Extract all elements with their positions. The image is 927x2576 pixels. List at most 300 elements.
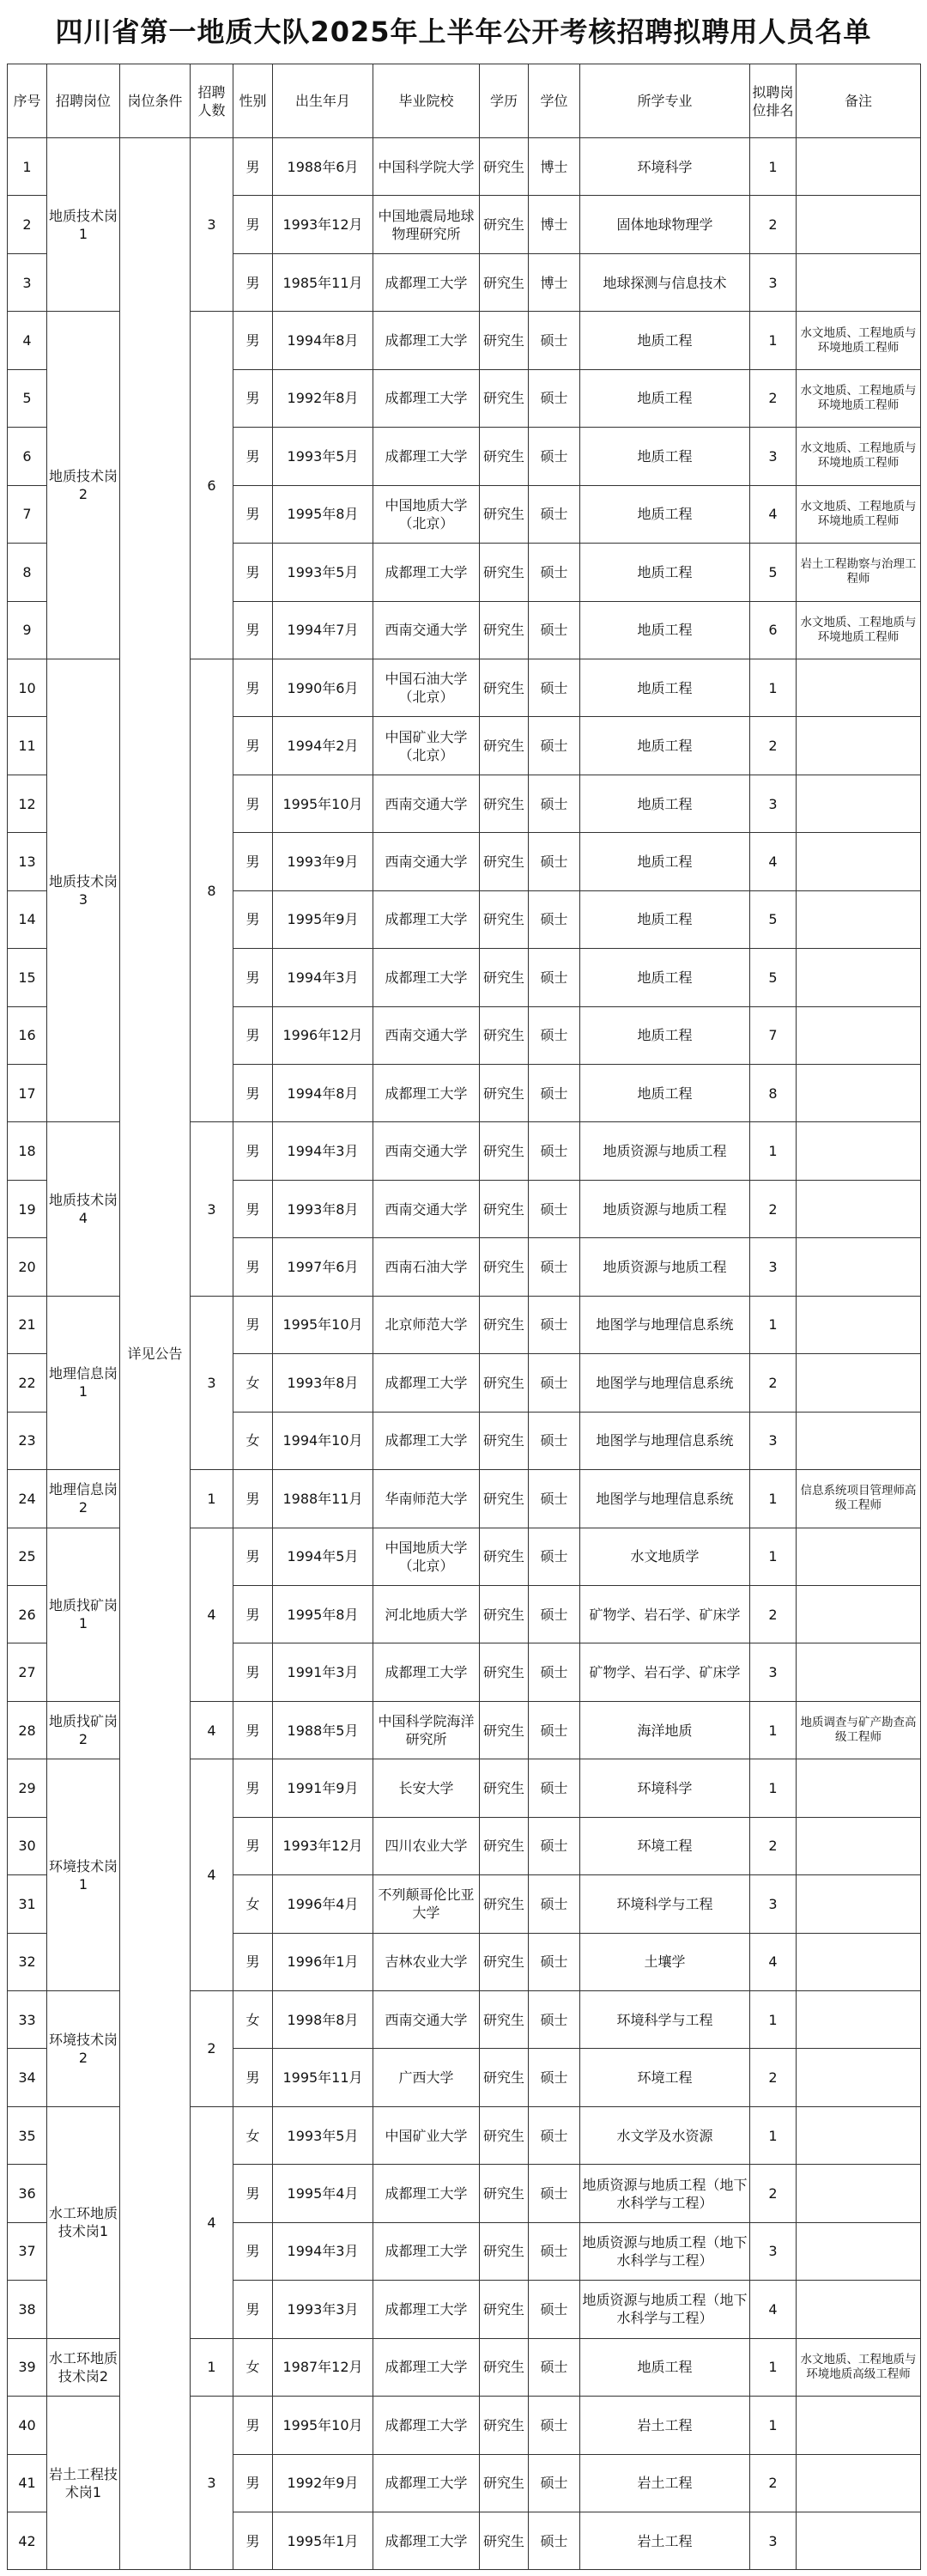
count-cell: 4 [191, 1528, 233, 1701]
rank-cell: 1 [750, 659, 797, 716]
degree-cell: 研究生 [480, 544, 529, 601]
row-seq: 11 [8, 717, 47, 775]
rank-cell: 1 [750, 1528, 797, 1585]
gender-cell: 男 [233, 1006, 273, 1064]
major-cell: 地质资源与地质工程（地下水科学与工程） [580, 2281, 750, 2338]
major-cell: 地质工程 [580, 833, 750, 890]
gender-cell: 男 [233, 1065, 273, 1122]
count-cell: 3 [191, 1296, 233, 1469]
degree-cell: 研究生 [480, 890, 529, 948]
school-cell: 中国科学院大学 [373, 138, 480, 196]
rank-cell: 2 [750, 2454, 797, 2512]
position-cell: 环境技术岗1 [47, 1759, 120, 1991]
note-cell: 水文地质、工程地质与环境地质工程师 [797, 428, 921, 485]
position-cell: 地质找矿岗2 [47, 1701, 120, 1759]
school-cell: 成都理工大学 [373, 312, 480, 369]
gender-cell: 男 [233, 2222, 273, 2280]
hiring-table [7, 64, 921, 2570]
note-cell [797, 1180, 921, 1237]
page-title: 四川省第一地质大队2025年上半年公开考核招聘拟聘用人员名单 [55, 15, 872, 48]
note-cell [797, 2397, 921, 2454]
rank-cell: 1 [750, 1122, 797, 1180]
rank-cell: 2 [750, 1180, 797, 1237]
gender-cell: 男 [233, 1701, 273, 1759]
row-seq: 2 [8, 196, 47, 253]
birth-cell: 1993年9月 [273, 833, 373, 890]
major-cell: 水文地质学 [580, 1528, 750, 1585]
major-cell: 地质工程 [580, 717, 750, 775]
position-cell: 水工环地质技术岗1 [47, 2106, 120, 2338]
rank-cell: 1 [750, 2106, 797, 2164]
major-cell: 固体地球物理学 [580, 196, 750, 253]
major-cell: 地图学与地理信息系统 [580, 1296, 750, 1353]
gender-cell: 男 [233, 369, 273, 427]
gender-cell: 女 [233, 1412, 273, 1469]
gender-cell: 男 [233, 2165, 273, 2222]
rank-cell: 1 [750, 2338, 797, 2396]
title-degree-cell: 硕士 [529, 428, 580, 485]
gender-cell: 男 [233, 1817, 273, 1874]
school-cell: 长安大学 [373, 1759, 480, 1817]
row-seq: 42 [8, 2512, 47, 2569]
major-cell: 水文学及水资源 [580, 2106, 750, 2164]
title-degree-cell: 硕士 [529, 659, 580, 716]
gender-cell: 男 [233, 833, 273, 890]
rank-cell: 1 [750, 1701, 797, 1759]
title-degree-cell: 硕士 [529, 1817, 580, 1874]
birth-cell: 1990年6月 [273, 659, 373, 716]
major-cell: 地质工程 [580, 949, 750, 1006]
row-seq: 38 [8, 2281, 47, 2338]
major-cell: 地质工程 [580, 312, 750, 369]
note-cell: 水文地质、工程地质与环境地质工程师 [797, 601, 921, 659]
count-cell: 4 [191, 2106, 233, 2338]
rank-cell: 2 [750, 2165, 797, 2222]
position-cell: 地理信息岗1 [47, 1296, 120, 1469]
header-title-degree: 学位 [529, 64, 580, 138]
title-degree-cell: 硕士 [529, 717, 580, 775]
degree-cell: 研究生 [480, 659, 529, 716]
school-cell: 成都理工大学 [373, 1643, 480, 1701]
table-row [8, 138, 921, 196]
degree-cell: 研究生 [480, 1470, 529, 1528]
position-cell: 地理信息岗2 [47, 1470, 120, 1528]
major-cell: 地质资源与地质工程（地下水科学与工程） [580, 2165, 750, 2222]
position-cell: 地质技术岗3 [47, 659, 120, 1122]
rank-cell: 2 [750, 1817, 797, 1874]
degree-cell: 研究生 [480, 1354, 529, 1412]
degree-cell: 研究生 [480, 2454, 529, 2512]
major-cell: 地质工程 [580, 775, 750, 832]
birth-cell: 1995年8月 [273, 1585, 373, 1643]
count-cell: 3 [191, 2397, 233, 2570]
title-degree-cell: 硕士 [529, 1933, 580, 1990]
row-seq: 8 [8, 544, 47, 601]
rank-cell: 2 [750, 1354, 797, 1412]
rank-cell: 1 [750, 1470, 797, 1528]
birth-cell: 1993年3月 [273, 2281, 373, 2338]
row-seq: 27 [8, 1643, 47, 1701]
degree-cell: 研究生 [480, 833, 529, 890]
birth-cell: 1985年11月 [273, 253, 373, 311]
row-seq: 34 [8, 2049, 47, 2106]
row-seq: 30 [8, 1817, 47, 1874]
title-degree-cell: 硕士 [529, 1643, 580, 1701]
note-cell [797, 1585, 921, 1643]
rank-cell: 1 [750, 1759, 797, 1817]
row-seq: 17 [8, 1065, 47, 1122]
school-cell: 北京师范大学 [373, 1296, 480, 1353]
major-cell: 地图学与地理信息系统 [580, 1470, 750, 1528]
count-cell: 1 [191, 2338, 233, 2396]
major-cell: 岩土工程 [580, 2512, 750, 2569]
school-cell: 成都理工大学 [373, 1065, 480, 1122]
major-cell: 环境工程 [580, 1817, 750, 1874]
birth-cell: 1995年10月 [273, 1296, 373, 1353]
row-seq: 4 [8, 312, 47, 369]
rank-cell: 1 [750, 1296, 797, 1353]
degree-cell: 研究生 [480, 1759, 529, 1817]
school-cell: 吉林农业大学 [373, 1933, 480, 1990]
row-seq: 3 [8, 253, 47, 311]
gender-cell: 男 [233, 428, 273, 485]
header-condition: 岗位条件 [120, 64, 191, 138]
note-cell [797, 1991, 921, 2049]
birth-cell: 1995年9月 [273, 890, 373, 948]
rank-cell: 4 [750, 833, 797, 890]
rank-cell: 2 [750, 1585, 797, 1643]
rank-cell: 2 [750, 717, 797, 775]
degree-cell: 研究生 [480, 1006, 529, 1064]
major-cell: 环境工程 [580, 2049, 750, 2106]
school-cell: 成都理工大学 [373, 2222, 480, 2280]
position-cell: 地质技术岗4 [47, 1122, 120, 1296]
note-cell: 信息系统项目管理师高级工程师 [797, 1470, 921, 1528]
row-seq: 28 [8, 1701, 47, 1759]
major-cell: 地图学与地理信息系统 [580, 1412, 750, 1469]
title-degree-cell: 硕士 [529, 2281, 580, 2338]
row-seq: 6 [8, 428, 47, 485]
birth-cell: 1994年7月 [273, 601, 373, 659]
major-cell: 地质工程 [580, 2338, 750, 2396]
degree-cell: 研究生 [480, 2338, 529, 2396]
school-cell: 成都理工大学 [373, 428, 480, 485]
school-cell: 西南交通大学 [373, 775, 480, 832]
row-seq: 24 [8, 1470, 47, 1528]
rank-cell: 4 [750, 2281, 797, 2338]
degree-cell: 研究生 [480, 428, 529, 485]
school-cell: 成都理工大学 [373, 2281, 480, 2338]
gender-cell: 男 [233, 1122, 273, 1180]
school-cell: 四川农业大学 [373, 1817, 480, 1874]
school-cell: 成都理工大学 [373, 544, 480, 601]
birth-cell: 1993年5月 [273, 428, 373, 485]
rank-cell: 3 [750, 2222, 797, 2280]
major-cell: 地质工程 [580, 601, 750, 659]
major-cell: 环境科学与工程 [580, 1991, 750, 2049]
title-degree-cell: 硕士 [529, 2338, 580, 2396]
row-seq: 10 [8, 659, 47, 716]
birth-cell: 1994年5月 [273, 1528, 373, 1585]
header-seq: 序号 [8, 64, 47, 138]
gender-cell: 男 [233, 1470, 273, 1528]
gender-cell: 男 [233, 138, 273, 196]
note-cell: 地质调查与矿产勘查高级工程师 [797, 1701, 921, 1759]
degree-cell: 研究生 [480, 1991, 529, 2049]
degree-cell: 研究生 [480, 1296, 529, 1353]
row-seq: 25 [8, 1528, 47, 1585]
rank-cell: 3 [750, 1875, 797, 1933]
degree-cell: 研究生 [480, 485, 529, 543]
header-row [8, 64, 921, 138]
note-cell: 水文地质、工程地质与环境地质工程师 [797, 312, 921, 369]
major-cell: 土壤学 [580, 1933, 750, 1990]
degree-cell: 研究生 [480, 1065, 529, 1122]
row-seq: 22 [8, 1354, 47, 1412]
note-cell [797, 2222, 921, 2280]
gender-cell: 男 [233, 544, 273, 601]
note-cell [797, 253, 921, 311]
birth-cell: 1988年6月 [273, 138, 373, 196]
major-cell: 岩土工程 [580, 2397, 750, 2454]
title-degree-cell: 硕士 [529, 1875, 580, 1933]
gender-cell: 男 [233, 1296, 273, 1353]
title-degree-cell: 硕士 [529, 2049, 580, 2106]
row-seq: 41 [8, 2454, 47, 2512]
major-cell: 矿物学、岩石学、矿床学 [580, 1585, 750, 1643]
note-cell [797, 2106, 921, 2164]
school-cell: 中国石油大学（北京） [373, 659, 480, 716]
row-seq: 23 [8, 1412, 47, 1469]
title-degree-cell: 硕士 [529, 1065, 580, 1122]
gender-cell: 女 [233, 2106, 273, 2164]
note-cell: 水文地质、工程地质与环境地质高级工程师 [797, 2338, 921, 2396]
degree-cell: 研究生 [480, 138, 529, 196]
degree-cell: 研究生 [480, 1180, 529, 1237]
birth-cell: 1995年4月 [273, 2165, 373, 2222]
title-degree-cell: 硕士 [529, 1701, 580, 1759]
header-birth: 出生年月 [273, 64, 373, 138]
rank-cell: 5 [750, 890, 797, 948]
title-degree-cell: 硕士 [529, 544, 580, 601]
row-seq: 14 [8, 890, 47, 948]
row-seq: 19 [8, 1180, 47, 1237]
note-cell: 水文地质、工程地质与环境地质工程师 [797, 485, 921, 543]
major-cell: 海洋地质 [580, 1701, 750, 1759]
note-cell [797, 1643, 921, 1701]
degree-cell: 研究生 [480, 2049, 529, 2106]
birth-cell: 1991年9月 [273, 1759, 373, 1817]
major-cell: 环境科学 [580, 138, 750, 196]
note-cell [797, 196, 921, 253]
title-degree-cell: 博士 [529, 253, 580, 311]
school-cell: 中国矿业大学 [373, 2106, 480, 2164]
school-cell: 中国地质大学（北京） [373, 1528, 480, 1585]
degree-cell: 研究生 [480, 253, 529, 311]
position-cell: 地质技术岗2 [47, 312, 120, 659]
major-cell: 地质工程 [580, 428, 750, 485]
row-seq: 40 [8, 2397, 47, 2454]
position-cell: 地质技术岗1 [47, 138, 120, 312]
gender-cell: 男 [233, 253, 273, 311]
degree-cell: 研究生 [480, 1412, 529, 1469]
count-cell: 1 [191, 1470, 233, 1528]
birth-cell: 1992年8月 [273, 369, 373, 427]
rank-cell: 7 [750, 1006, 797, 1064]
birth-cell: 1994年10月 [273, 1412, 373, 1469]
rank-cell: 3 [750, 253, 797, 311]
birth-cell: 1993年12月 [273, 196, 373, 253]
degree-cell: 研究生 [480, 312, 529, 369]
note-cell [797, 138, 921, 196]
rank-cell: 4 [750, 485, 797, 543]
birth-cell: 1991年3月 [273, 1643, 373, 1701]
birth-cell: 1994年8月 [273, 1065, 373, 1122]
gender-cell: 男 [233, 2512, 273, 2569]
birth-cell: 1993年8月 [273, 1354, 373, 1412]
table-body [8, 138, 921, 2570]
gender-cell: 女 [233, 1354, 273, 1412]
rank-cell: 3 [750, 2512, 797, 2569]
title-degree-cell: 硕士 [529, 2454, 580, 2512]
birth-cell: 1997年6月 [273, 1238, 373, 1296]
major-cell: 地质资源与地质工程 [580, 1180, 750, 1237]
school-cell: 中国科学院海洋研究所 [373, 1701, 480, 1759]
gender-cell: 男 [233, 1759, 273, 1817]
degree-cell: 研究生 [480, 1528, 529, 1585]
degree-cell: 研究生 [480, 1122, 529, 1180]
count-cell: 2 [191, 1991, 233, 2107]
note-cell [797, 2281, 921, 2338]
count-cell: 4 [191, 1759, 233, 1991]
note-cell [797, 1354, 921, 1412]
major-cell: 地质工程 [580, 1065, 750, 1122]
major-cell: 地质工程 [580, 890, 750, 948]
degree-cell: 研究生 [480, 2165, 529, 2222]
degree-cell: 研究生 [480, 601, 529, 659]
note-cell [797, 2454, 921, 2512]
row-seq: 31 [8, 1875, 47, 1933]
degree-cell: 研究生 [480, 2397, 529, 2454]
birth-cell: 1993年5月 [273, 2106, 373, 2164]
rank-cell: 1 [750, 312, 797, 369]
header-gender: 性别 [233, 64, 273, 138]
birth-cell: 1988年5月 [273, 1701, 373, 1759]
school-cell: 西南交通大学 [373, 833, 480, 890]
gender-cell: 男 [233, 2049, 273, 2106]
birth-cell: 1996年4月 [273, 1875, 373, 1933]
rank-cell: 1 [750, 1991, 797, 2049]
gender-cell: 男 [233, 949, 273, 1006]
major-cell: 地质工程 [580, 1006, 750, 1064]
row-seq: 21 [8, 1296, 47, 1353]
note-cell [797, 1238, 921, 1296]
title-degree-cell: 硕士 [529, 1238, 580, 1296]
degree-cell: 研究生 [480, 1643, 529, 1701]
rank-cell: 5 [750, 949, 797, 1006]
count-cell: 3 [191, 138, 233, 312]
note-cell [797, 1006, 921, 1064]
school-cell: 成都理工大学 [373, 2165, 480, 2222]
header-rank: 拟聘岗位排名 [750, 64, 797, 138]
header-degree: 学历 [480, 64, 529, 138]
gender-cell: 男 [233, 2281, 273, 2338]
title-degree-cell: 硕士 [529, 2512, 580, 2569]
school-cell: 成都理工大学 [373, 1354, 480, 1412]
position-cell: 水工环地质技术岗2 [47, 2338, 120, 2396]
title-degree-cell: 硕士 [529, 1354, 580, 1412]
degree-cell: 研究生 [480, 196, 529, 253]
major-cell: 矿物学、岩石学、矿床学 [580, 1643, 750, 1701]
major-cell: 环境科学 [580, 1759, 750, 1817]
major-cell: 地质工程 [580, 659, 750, 716]
birth-cell: 1995年10月 [273, 2397, 373, 2454]
title-degree-cell: 硕士 [529, 1759, 580, 1817]
row-seq: 36 [8, 2165, 47, 2222]
condition-cell: 详见公告 [120, 138, 191, 2570]
major-cell: 地图学与地理信息系统 [580, 1354, 750, 1412]
row-seq: 35 [8, 2106, 47, 2164]
title-degree-cell: 硕士 [529, 1991, 580, 2049]
birth-cell: 1987年12月 [273, 2338, 373, 2396]
school-cell: 成都理工大学 [373, 890, 480, 948]
birth-cell: 1993年5月 [273, 544, 373, 601]
major-cell: 地质资源与地质工程（地下水科学与工程） [580, 2222, 750, 2280]
school-cell: 西南交通大学 [373, 1122, 480, 1180]
row-seq: 32 [8, 1933, 47, 1990]
note-cell [797, 2512, 921, 2569]
title-degree-cell: 硕士 [529, 2106, 580, 2164]
school-cell: 西南交通大学 [373, 1991, 480, 2049]
rank-cell: 3 [750, 1238, 797, 1296]
birth-cell: 1998年8月 [273, 1991, 373, 2049]
major-cell: 地质工程 [580, 544, 750, 601]
school-cell: 西南交通大学 [373, 1006, 480, 1064]
note-cell [797, 949, 921, 1006]
birth-cell: 1994年3月 [273, 1122, 373, 1180]
gender-cell: 男 [233, 1643, 273, 1701]
note-cell [797, 1759, 921, 1817]
degree-cell: 研究生 [480, 949, 529, 1006]
title-degree-cell: 博士 [529, 196, 580, 253]
rank-cell: 5 [750, 544, 797, 601]
header-school: 毕业院校 [373, 64, 480, 138]
degree-cell: 研究生 [480, 2106, 529, 2164]
rank-cell: 1 [750, 138, 797, 196]
gender-cell: 男 [233, 2454, 273, 2512]
rank-cell: 2 [750, 196, 797, 253]
birth-cell: 1993年12月 [273, 1817, 373, 1874]
school-cell: 中国地质大学（北京） [373, 485, 480, 543]
school-cell: 成都理工大学 [373, 2454, 480, 2512]
school-cell: 不列颠哥伦比亚大学 [373, 1875, 480, 1933]
title-degree-cell: 博士 [529, 138, 580, 196]
gender-cell: 男 [233, 659, 273, 716]
school-cell: 成都理工大学 [373, 1412, 480, 1469]
title-degree-cell: 硕士 [529, 833, 580, 890]
degree-cell: 研究生 [480, 1238, 529, 1296]
major-cell: 地质资源与地质工程 [580, 1122, 750, 1180]
row-seq: 15 [8, 949, 47, 1006]
school-cell: 广西大学 [373, 2049, 480, 2106]
gender-cell: 男 [233, 485, 273, 543]
row-seq: 12 [8, 775, 47, 832]
position-cell: 岩土工程技术岗1 [47, 2397, 120, 2570]
title-degree-cell: 硕士 [529, 1470, 580, 1528]
count-cell: 6 [191, 312, 233, 659]
degree-cell: 研究生 [480, 1875, 529, 1933]
school-cell: 华南师范大学 [373, 1470, 480, 1528]
